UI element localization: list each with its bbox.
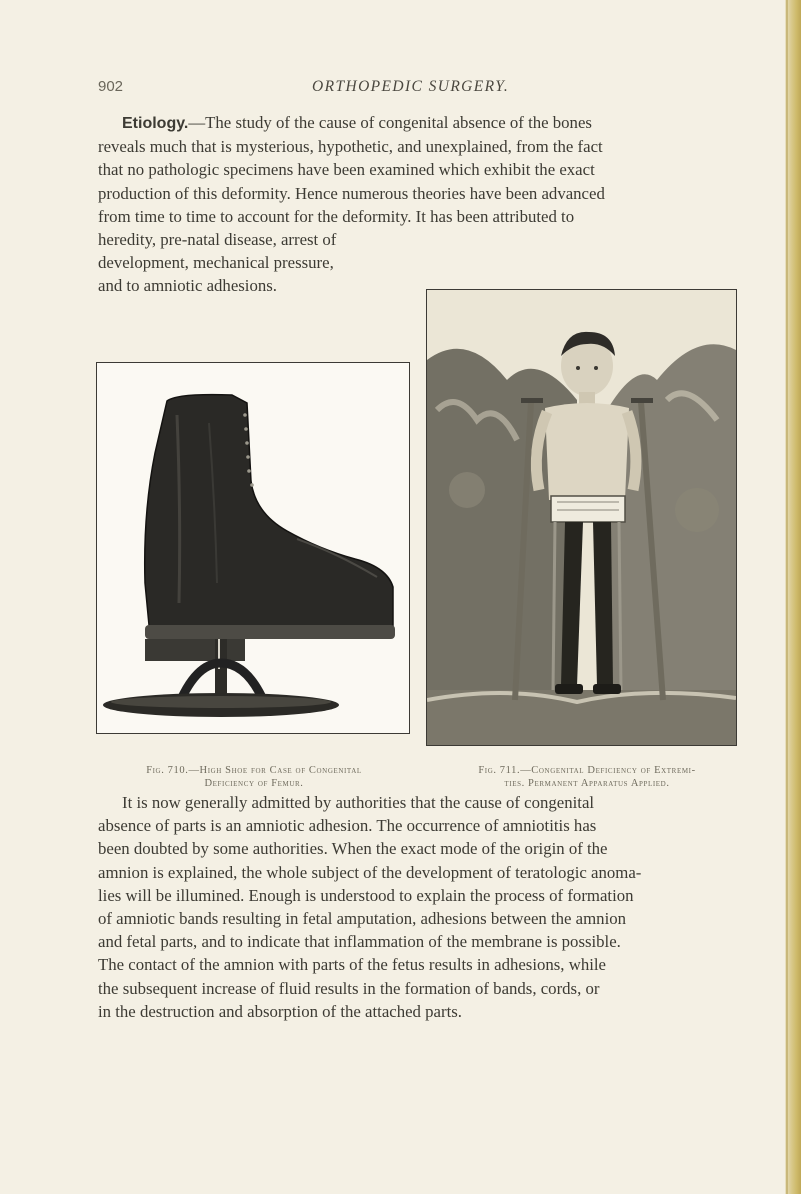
child-apparatus-photograph (427, 290, 736, 745)
etiology-paragraph (98, 111, 730, 298)
figure-711-caption-line: Fig. 711.—Congenital Deficiency of Extremi- (478, 765, 696, 776)
etiology-line: development, mechanical pressure, (98, 253, 334, 273)
etiology-heading: Etiology. (122, 115, 189, 132)
amniotic-line: amnion is explained, the whole subject of the development of teratologic anoma- (98, 862, 642, 882)
amniotic-line: It is now generally admitted by authorities that the cause of congenital (122, 793, 595, 812)
amniotic-line: absence of parts is an amniotic adhesion. The occurrence of amniotitis has (98, 816, 597, 836)
etiology-line: from time to time to account for the deformity. It has been attributed to (98, 206, 575, 226)
amniotic-paragraph (98, 791, 730, 1023)
figure-711 (426, 289, 738, 747)
figure-710 (96, 362, 410, 734)
figure-710-frame (96, 362, 410, 734)
etiology-line-text: —The study of the cause of congenital absence of the bones (188, 113, 592, 132)
amniotic-line: been doubted by some authorities. When the exact mode of the origin of the (98, 839, 608, 859)
amniotic-line: The contact of the amnion with parts of the fetus results in adhesions, while (98, 955, 606, 975)
amniotic-line: the subsequent increase of fluid results in the formation of bands, cords, or (98, 978, 600, 998)
figure-711-frame (426, 289, 737, 746)
figure-711-caption (426, 765, 748, 790)
high-shoe-illustration (97, 363, 409, 733)
etiology-line (98, 111, 730, 135)
etiology-line: and to amniotic adhesions. (98, 276, 277, 296)
amniotic-line: and fetal parts, and to indicate that inflammation of the membrane is possible. (98, 932, 621, 952)
etiology-line: heredity, pre-natal disease, arrest of (98, 230, 337, 250)
figure-710-caption-line: Fig. 710.—High Shoe for Case of Congenital (146, 765, 362, 776)
amniotic-line: lies will be illumined. Enough is understood to explain the process of formation (98, 885, 634, 905)
etiology-line: reveals much that is mysterious, hypothetic, and unexplained, from the fact (98, 137, 603, 157)
figure-711-caption-line: ties. Permanent Apparatus Applied. (504, 777, 670, 789)
page-number: 902 (98, 78, 124, 95)
amniotic-line: of amniotic bands resulting in fetal amputation, adhesions between the amnion (98, 909, 627, 929)
etiology-line: production of this deformity. Hence numerous theories have been advanced (98, 183, 605, 203)
etiology-line: that no pathologic specimens have been examined which exhibit the exact (98, 160, 595, 180)
running-head: ORTHOPEDIC SURGERY. (312, 78, 510, 95)
page-gutter-line (786, 0, 788, 1194)
figure-710-caption (78, 765, 430, 790)
figure-710-caption-line: Deficiency of Femur. (204, 777, 304, 789)
amniotic-line: in the destruction and absorption of the attached parts. (98, 1001, 462, 1021)
page-header (0, 78, 801, 100)
